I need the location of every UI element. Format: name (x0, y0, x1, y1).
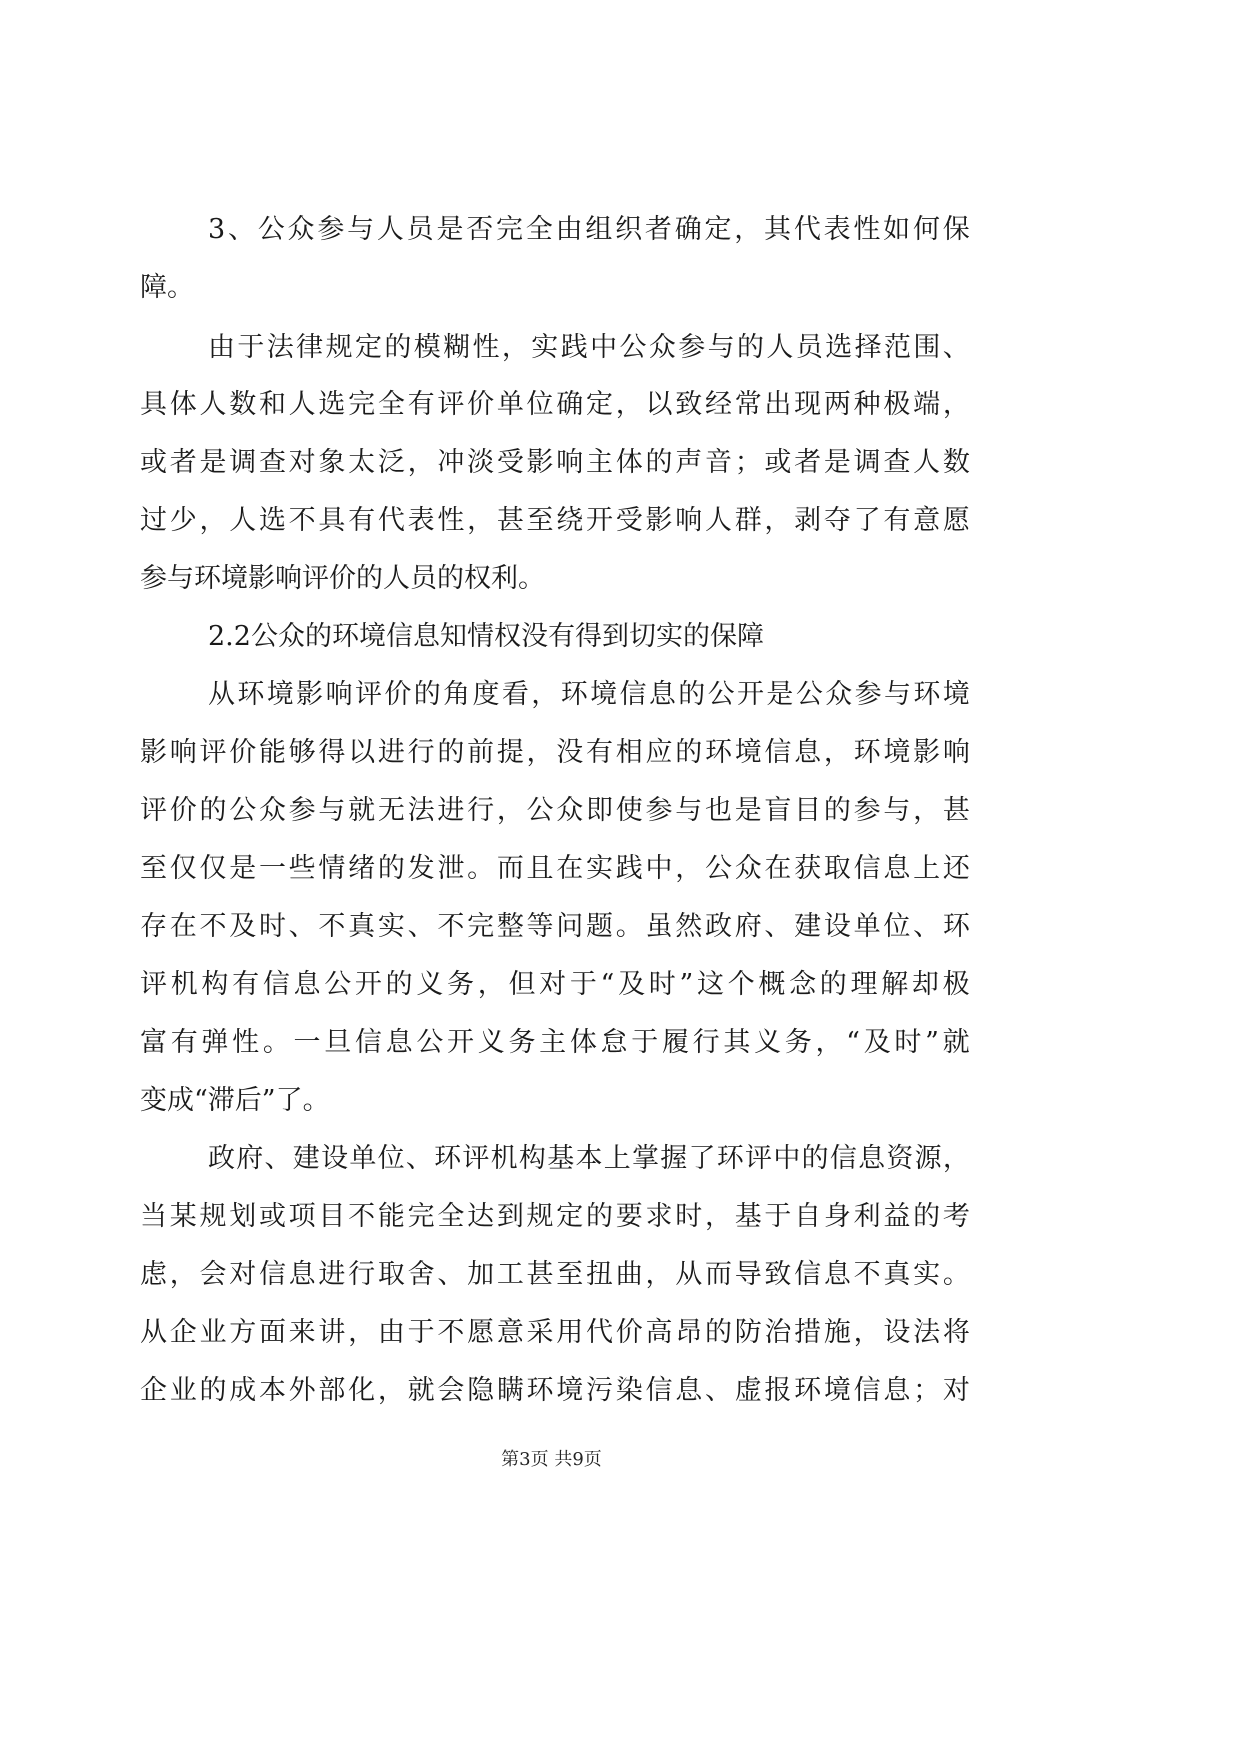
text-line: 评 机 构 有 信 息 公 开 的 义 务 ， 但 对 于 “ 及 时 ” 这 个 概 念 的 理 解 却 极 (140, 969, 970, 1000)
text-line: 当 某 规 划 或 项 目 不 能 完 全 达 到 规 定 的 要 求 时 ， 基 于 自 身 利 益 的 考 (140, 1201, 970, 1232)
section-heading: 2.2公众的环境信息知情权没有得到切实的保障 (208, 621, 764, 652)
text-line: 或 者 是 调 查 对 象 太 泛 ， 冲 淡 受 影 响 主 体 的 声 音 ； 或 者 是 调 查 人 数 (140, 447, 970, 478)
text-line: 参与环境影响评价的人员的权利。 (140, 563, 545, 594)
text-line: 企 业 的 成 本 外 部 化 ， 就 会 隐 瞒 环 境 污 染 信 息 、 虚 报 环 境 信 息 ； 对 (140, 1375, 970, 1406)
text-line: 至 仅 仅 是 一 些 情 绪 的 发 泄 。 而 且 在 实 践 中 ， 公 众 在 获 取 信 息 上 还 (140, 853, 970, 884)
text-line: 变成“滞后”了。 (140, 1085, 330, 1116)
text-line: 从 环 境 影 响 评 价 的 角 度 看 ， 环 境 信 息 的 公 开 是 公 众 参 与 环 境 (208, 679, 970, 710)
page-number-footer: 第3页 共9页 (501, 1449, 602, 1470)
text-line: 富 有 弹 性 。 一 旦 信 息 公 开 义 务 主 体 怠 于 履 行 其 义 务 ， “ 及 时 ” 就 (140, 1027, 970, 1058)
text-line: 政 府 、 建 设 单 位 、 环 评 机 构 基 本 上 掌 握 了 环 评 中 的 信 息 资 源 ， (208, 1143, 970, 1174)
text-line: 存 在 不 及 时 、 不 真 实 、 不 完 整 等 问 题 。 虽 然 政 府 、 建 设 单 位 、 环 (140, 911, 970, 942)
text-line: 从 企 业 方 面 来 讲 ， 由 于 不 愿 意 采 用 代 价 高 昂 的 防 治 措 施 ， 设 法 将 (140, 1317, 970, 1348)
text-line: 虑 ， 会 对 信 息 进 行 取 舍 、 加 工 甚 至 扭 曲 ， 从 而 导 致 信 息 不 真 实 。 (140, 1259, 970, 1290)
text-line: 障。 (140, 272, 194, 303)
text-line: 评 价 的 公 众 参 与 就 无 法 进 行 ， 公 众 即 使 参 与 也 是 盲 目 的 参 与 ， 甚 (140, 795, 970, 826)
text-line: 过 少 ， 人 选 不 具 有 代 表 性 ， 甚 至 绕 开 受 影 响 人 群 ， 剥 夺 了 有 意 愿 (140, 505, 970, 536)
text-line: 3 、 公 众 参 与 人 员 是 否 完 全 由 组 织 者 确 定 ， 其 代 表 性 如 何 保 (208, 214, 970, 245)
text-line: 具 体 人 数 和 人 选 完 全 有 评 价 单 位 确 定 ， 以 致 经 常 出 现 两 种 极 端 ， (140, 389, 970, 420)
text-line: 由 于 法 律 规 定 的 模 糊 性 ， 实 践 中 公 众 参 与 的 人 员 选 择 范 围 、 (208, 332, 970, 363)
text-line: 影 响 评 价 能 够 得 以 进 行 的 前 提 ， 没 有 相 应 的 环 境 信 息 ， 环 境 影 响 (140, 737, 970, 768)
